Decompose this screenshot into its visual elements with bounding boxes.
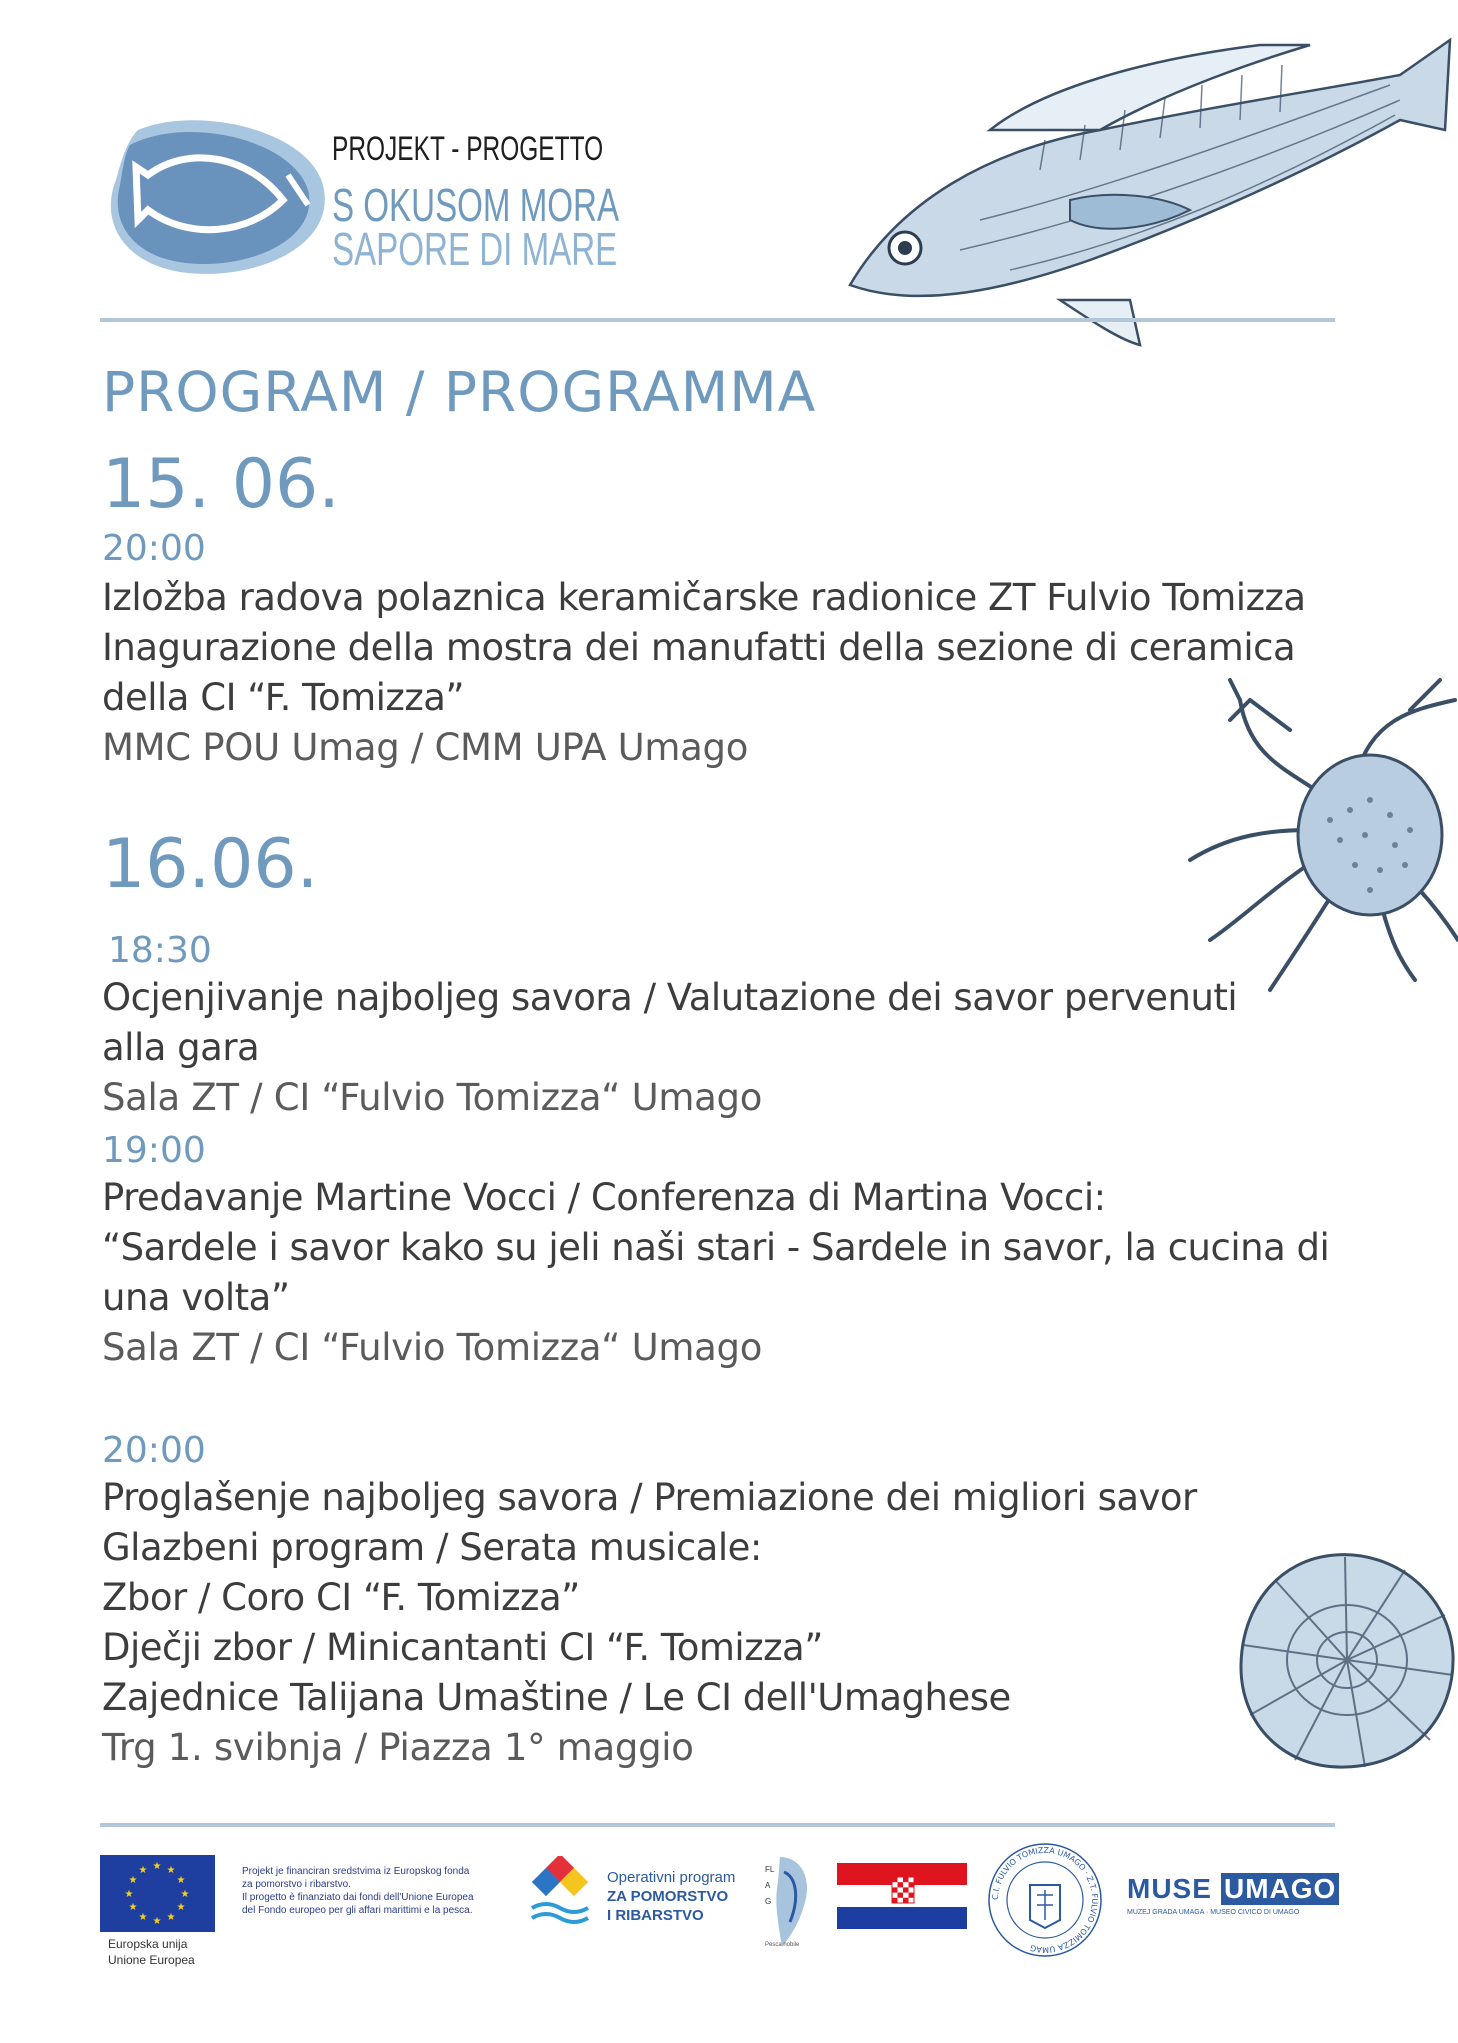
op-line-1: Operativni program [607, 1869, 736, 1886]
day2-event1-line1: Ocjenjivanje najboljeg savora / Valutazione dei savor pervenuti [102, 976, 1238, 1019]
day2-event3-line4: Dječji zbor / Minicantanti CI “F. Tomizza” [102, 1626, 823, 1669]
day1-event1-line3: della CI “F. Tomizza” [102, 676, 465, 719]
operational-program-logo-icon [530, 1856, 592, 1928]
svg-text:★: ★ [180, 1889, 190, 1900]
flag-caption: Pesca nobile [765, 1942, 800, 1948]
day2-event1-venue: Sala ZT / CI “Fulvio Tomizza“ Umago [102, 1076, 763, 1119]
day2-event2-venue: Sala ZT / CI “Fulvio Tomizza“ Umago [102, 1326, 763, 1369]
logo-line-3: SAPORE DI MARE [332, 223, 618, 275]
eu-flag-icon [100, 1855, 215, 1932]
seal-text: C.I. FULVIO TOMIZZA UMAGO · Z.T. FULVIO TOMIZZA UMAG [990, 1845, 1100, 1955]
svg-text:★: ★ [176, 1902, 186, 1913]
svg-text:★: ★ [176, 1875, 186, 1886]
flag-letters: FLAG [765, 1865, 775, 1906]
day1-event1-time: 20:00 [102, 528, 206, 569]
bottom-divider [100, 1823, 1335, 1827]
day2-event3-line5: Zajednice Talijana Umaštine / Le CI dell'Umaghese [102, 1676, 1011, 1719]
muse-subtitle: MUZEJ GRADA UMAGA · MUSEO CIVICO DI UMAGO [1127, 1909, 1300, 1916]
svg-text:★: ★ [138, 1865, 148, 1876]
day2-event1-line2: alla gara [102, 1026, 260, 1069]
funding-line-3: Il progetto è finanziato dai fondi dell'Unione Europea [242, 1892, 474, 1903]
op-line-3: I RIBARSTVO [607, 1907, 704, 1924]
svg-text:★: ★ [152, 1916, 162, 1927]
funding-line-4: del Fondo europeo per gli affari marittimi e la pesca. [242, 1905, 473, 1916]
muse-logo-a: MUSE [1127, 1873, 1212, 1904]
svg-text:★: ★ [128, 1902, 138, 1913]
svg-text:★: ★ [138, 1912, 148, 1923]
day2-event3-time: 20:00 [102, 1430, 206, 1471]
day2-event2-time: 19:00 [102, 1130, 206, 1171]
day2-event3-venue: Trg 1. svibnja / Piazza 1° maggio [102, 1726, 694, 1769]
svg-text:★: ★ [124, 1889, 134, 1900]
logo-line-2: S OKUSOM MORA [332, 179, 620, 231]
muse-logo-b: UMAGO [1221, 1873, 1339, 1905]
page-title: PROGRAM / PROGRAMMA [102, 360, 817, 424]
svg-text:★: ★ [166, 1912, 176, 1923]
day1-event1-line1: Izložba radova polaznica keramičarske radionice ZT Fulvio Tomizza [102, 576, 1306, 619]
svg-text:★: ★ [152, 1861, 162, 1872]
crab-illustration-icon [1170, 660, 1458, 1000]
day1-event1-line2: Inagurazione della mostra dei manufatti della sezione di ceramica [102, 626, 1296, 669]
fish-illustration-icon [840, 20, 1458, 350]
svg-text:★: ★ [128, 1875, 138, 1886]
day2-event3-line2: Glazbeni program / Serata musicale: [102, 1526, 762, 1569]
eu-label-1: Europska unija [108, 1937, 188, 1951]
day1-event1-venue: MMC POU Umag / CMM UPA Umago [102, 726, 749, 769]
day2-date: 16.06. [102, 825, 319, 904]
day1-date: 15. 06. [102, 445, 340, 524]
funding-line-1: Projekt je financiran sredstvima iz Europskog fonda [242, 1866, 470, 1877]
shell-illustration-icon [1235, 1545, 1458, 1775]
day2-event1-time: 18:30 [108, 930, 212, 971]
day2-event3-line3: Zbor / Coro CI “F. Tomizza” [102, 1576, 580, 1619]
funding-line-2: za pomorstvo i ribarstvo. [242, 1879, 351, 1890]
day2-event2-line1: Predavanje Martine Vocci / Conferenza di Martina Vocci: [102, 1176, 1106, 1219]
day2-event3-line1: Proglašenje najboljeg savora / Premiazione dei migliori savor [102, 1476, 1197, 1519]
fish-emblem-icon [108, 105, 333, 285]
logo-line-1: PROJEKT - PROGETTO [332, 130, 604, 168]
day2-event2-line3: una volta” [102, 1276, 290, 1319]
op-line-2: ZA POMORSTVO [607, 1888, 729, 1905]
day2-event2-line2: “Sardele i savor kako su jeli naši stari - Sardele in savor, la cucina di [102, 1226, 1330, 1269]
tomizza-seal-icon [985, 1840, 1105, 1960]
eu-label-2: Unione Europea [108, 1953, 195, 1967]
croatian-flag-icon [837, 1863, 967, 1929]
svg-text:★: ★ [166, 1865, 176, 1876]
top-divider [100, 318, 1335, 322]
